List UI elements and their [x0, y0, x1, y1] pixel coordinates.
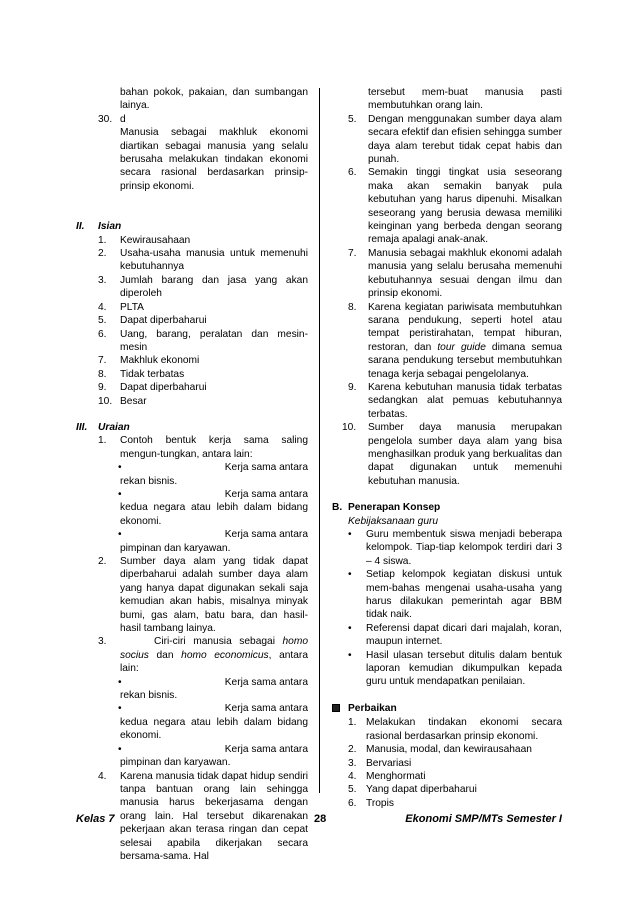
bullet-continuation: pimpinan dan karyawan. [120, 542, 231, 554]
isian-list [76, 234, 308, 408]
bullet-item: • Guru membentuk siswa menjadi beberapa kelompok. Tiap-tiap kelompok terdiri dari 3 – 4 siswa. [348, 529, 562, 567]
section-isian-heading [76, 220, 308, 233]
uraian-question-4: 4. Karena manusia tidak dapat hidup sendiri tanpa bantuan orang lain sehingga manusia harus bekerjasama dengan orang lain. Hal tersebut dikarenakan pekerjaan akan terasa ringan dan cepat selesai apabila dikerjakan secara bersama-sama. Hal [98, 770, 308, 862]
bullet-item: • Kerja sama antara [118, 529, 308, 541]
list-item: 6. Semakin tinggi tingkat usia seseorang maka akan semakin banyak pula kebutuhan yang harus dipenuhi. Misalkan seseorang yang berusia dewasa memiliki keinginan yang berbeda dengan seorang remaja apalagi anak-anak. [348, 167, 562, 246]
list-item: 5. Dengan menggunakan sumber daya alam secara efektif dan efisien sehingga sumber daya alam terebut tidak cepat habis dan punah. [348, 113, 562, 166]
continued-answer-29: bahan pokok, pakaian, dan sumbangan lainya. [120, 87, 308, 112]
bullet-continuation: rekan bisnis. [120, 475, 178, 487]
list-item: 9. Karena kebutuhan manusia tidak terbatas sedangkan alat pemuas kebutuhannya terbatas. [348, 381, 562, 420]
list-item: 5. Yang dapat diperbaharui [348, 784, 477, 796]
section-perbaikan-title: Perbaikan [348, 702, 397, 714]
uraian-list-continued [332, 113, 562, 488]
footer-class-label: Kelas 7 [76, 813, 115, 825]
section-penerapan-title: Penerapan Konsep [348, 502, 441, 514]
list-item: 6. Uang, barang, peralatan dan mesin-mesin [98, 328, 308, 353]
list-item: 4. PLTA [98, 301, 144, 313]
section-penerapan-heading [332, 501, 562, 514]
bullet-continuation: kedua negara atau lebih dalam bidang ekonomi. [120, 716, 308, 742]
section-uraian-heading [76, 421, 308, 434]
list-item: 10. Besar [98, 395, 147, 407]
section-uraian-title: Uraian [98, 421, 130, 433]
list-item: 9. Dapat diperbaharui [98, 382, 207, 394]
list-item: 10. Sumber daya manusia merupakan pengelola sumber daya alam yang bisa menghasilkan produk yang berkualitas dan dapat digunakan untuk memenuhi kebutuhan manusia. [342, 422, 562, 487]
list-item: 3. Bervariasi [348, 757, 412, 769]
uraian-question-2: 2. Sumber daya alam yang tidak dapat diperbaharui adalah sumber daya alam yang hanya dapat digunakan sekali saja kemudian akan habis, misalnya minyak bumi, gas alam, batu bara, dan hasil-hasil tambang lainya. [98, 556, 308, 635]
right-column [332, 86, 562, 810]
list-item: 8. Karena kegiatan pariwisata membutuhkan sarana pendukung, seperti hotel atau tempat peristirahatan, tempat hiburan, restoran, dan tour guide dimana semua sarana pendukung tersebut membutuhkan tenaga kerja sebagai pengelolanya. [348, 301, 562, 380]
list-item: 2. Usaha-usaha manusia untuk memenuhi kebutuhannya [98, 248, 308, 273]
section-penerapan-subtitle: Kebijaksanaan guru [348, 515, 439, 527]
section-perbaikan-heading [332, 702, 562, 716]
continued-answer-4: tersebut mem-buat manusia pasti membutuhkan orang lain. [368, 87, 562, 112]
bullet-item: • Kerja sama antara [118, 703, 308, 715]
page-footer [76, 813, 562, 829]
bullet-item: • Kerja sama antara [118, 676, 308, 688]
list-item: 3. Jumlah barang dan jasa yang akan diperoleh [98, 274, 308, 300]
footer-book-title: Ekonomi SMP/MTs Semester I [405, 813, 562, 825]
bullet-item: • Kerja sama antara [118, 462, 308, 474]
bullet-item: • Referensi dapat dicari dari majalah, koran, maupun internet. [348, 622, 562, 648]
list-item: 7. Makhluk ekonomi [98, 355, 200, 367]
section-isian-number: II. [76, 221, 85, 233]
bullet-continuation: kedua negara atau lebih dalam bidang ekonomi. [120, 502, 308, 527]
left-column [76, 86, 308, 863]
bullet-item: • Kerja sama antara [118, 743, 308, 755]
bullet-item: • Setiap kelompok kegiatan diskusi untuk mem-bahas mengenai usaha-usaha yang harus dilakukan pemerintah agar BBM tidak naik. [348, 569, 562, 621]
list-item: 1. Kewirausahaan [98, 234, 191, 246]
answer-30-choice: d [120, 113, 126, 125]
answer-30-number: 30. [98, 113, 113, 125]
bullet-item: • Kerja sama antara [118, 488, 308, 500]
bullet-continuation: rekan bisnis. [120, 690, 178, 702]
answer-30-explanation: Manusia sebagai makhluk ekonomi diartikan sebagai manusia yang selalu berusaha melakukan tindakan ekonomi secara rasional berdasarkan prinsip-prinsip ekonomi. [120, 127, 308, 192]
list-item: 2. Manusia, modal, dan kewirausahaan [348, 744, 532, 756]
section-uraian-number: III. [76, 421, 88, 433]
page-number: 28 [314, 813, 327, 825]
list-item: 7. Manusia sebagai makhluk ekonomi adalah manusia yang selalu berusaha memenuhi kebutuhannya sesuai dengan ilmu dan prinsip ekonomi. [348, 247, 562, 300]
bullet-continuation: pimpinan dan karyawan. [120, 757, 231, 769]
answer-30 [76, 113, 308, 193]
list-item: 6. Tropis [348, 797, 394, 809]
uraian-question-3: 3. Ciri-ciri manusia sebagai homo socius dan homo economicus, antara lain: [98, 636, 308, 675]
list-item: 4. Menghormati [348, 770, 426, 782]
list-item: 1. Melakukan tindakan ekonomi secara rasional berdasarkan prinsip ekonomi. [348, 717, 562, 742]
column-divider [319, 88, 320, 793]
bullet-item: • Hasil ulasan tersebut ditulis dalam bentuk laporan kemudian dikumpulkan kepada guru untuk mendapatkan penilaian. [348, 649, 562, 688]
uraian-question-1: 1. Contoh bentuk kerja sama saling mengun-tungkan, antara lain: [98, 435, 308, 460]
section-penerapan-letter: B. [332, 502, 343, 514]
square-bullet-icon [332, 702, 348, 716]
list-item: 5. Dapat diperbaharui [98, 315, 207, 327]
section-isian-title: Isian [98, 221, 122, 233]
list-item: 8. Tidak terbatas [98, 368, 185, 380]
